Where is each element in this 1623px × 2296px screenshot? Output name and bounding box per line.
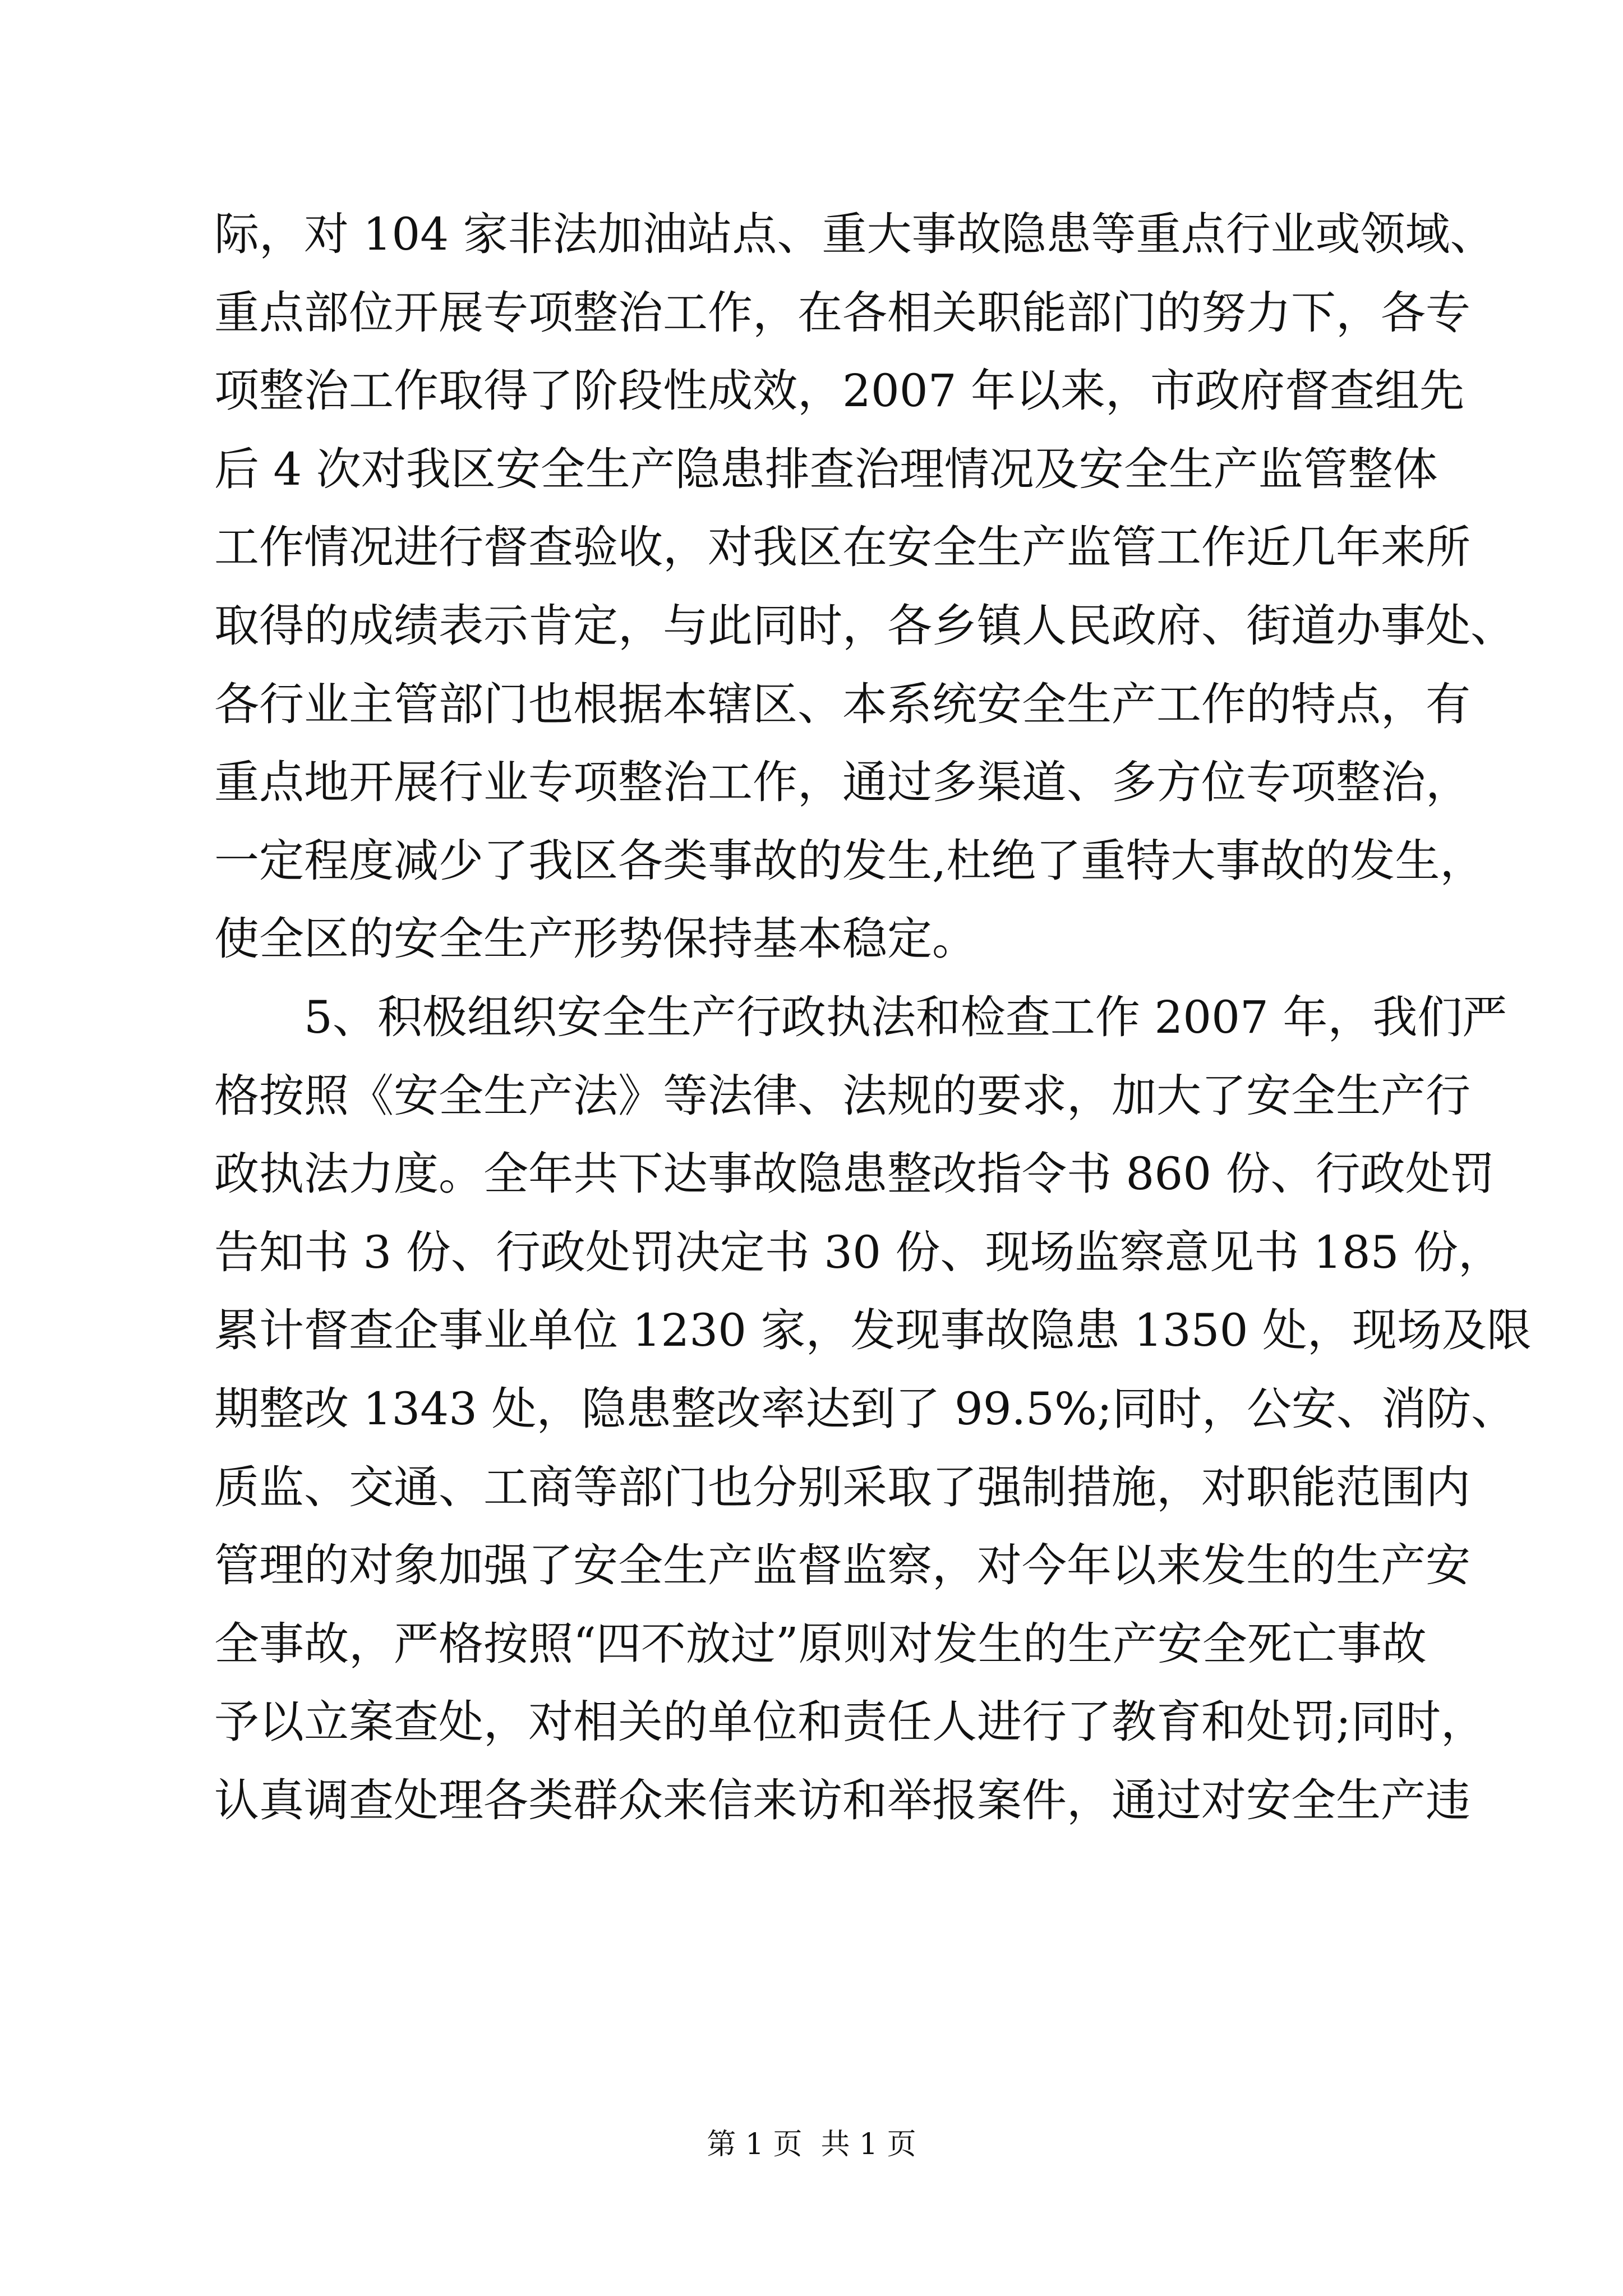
text-line: 格按照《安全生产法》等法律、法规的要求，加大了安全生产行	[214, 1069, 1470, 1122]
body-text	[214, 195, 1532, 1839]
text-line: 工作情况进行督查验收，对我区在安全生产监管工作近几年来所	[214, 521, 1470, 574]
text-line: 取得的成绩表示肯定，与此同时，各乡镇人民政府、街道办事处、	[214, 599, 1515, 652]
text-line: 使全区的安全生产形势保持基本稳定。	[214, 913, 977, 965]
text-line: 期整改 1343 处，隐患整改率达到了 99.5%;同时，公安、消防、	[214, 1382, 1516, 1435]
text-line: 政执法力度。全年共下达事故隐患整改指令书 860 份、行政处罚	[214, 1148, 1495, 1200]
text-line: 全事故，严格按照“四不放过”原则对发生的生产安全死亡事故	[214, 1617, 1427, 1670]
text-line: 认真调查处理各类群众来信来访和举报案件，通过对安全生产违	[214, 1774, 1470, 1826]
text-line: 一定程度减少了我区各类事故的发生,杜绝了重特大事故的发生，	[214, 834, 1485, 887]
text-line: 质监、交通、工商等部门也分别采取了强制措施，对职能范围内	[214, 1461, 1470, 1513]
text-line: 5、积极组织安全生产行政执法和检查工作 2007 年，我们严	[214, 991, 1507, 1043]
text-line: 后 4 次对我区安全生产隐患排查治理情况及安全生产监管整体	[214, 443, 1438, 495]
text-line: 各行业主管部门也根据本辖区、本系统安全生产工作的特点，有	[214, 678, 1470, 730]
text-line: 际，对 104 家非法加油站点、重大事故隐患等重点行业或领域、	[214, 208, 1495, 260]
text-line: 累计督查企事业单位 1230 家，发现事故隐患 1350 处，现场及限	[214, 1304, 1532, 1357]
text-line: 项整治工作取得了阶段性成效，2007 年以来，市政府督查组先	[214, 365, 1465, 417]
text-line: 重点地开展行业专项整治工作，通过多渠道、多方位专项整治，	[214, 756, 1470, 809]
text-line: 予以立案查处，对相关的单位和责任人进行了教育和处罚;同时，	[214, 1696, 1486, 1749]
text-line: 告知书 3 份、行政处罚决定书 30 份、现场监察意见书 185 份，	[214, 1226, 1503, 1278]
text-line: 管理的对象加强了安全生产监督监察，对今年以来发生的生产安	[214, 1539, 1470, 1592]
page-footer: 第 1 页 共 1 页	[707, 2128, 916, 2161]
text-line: 重点部位开展专项整治工作，在各相关职能部门的努力下，各专	[214, 286, 1470, 339]
